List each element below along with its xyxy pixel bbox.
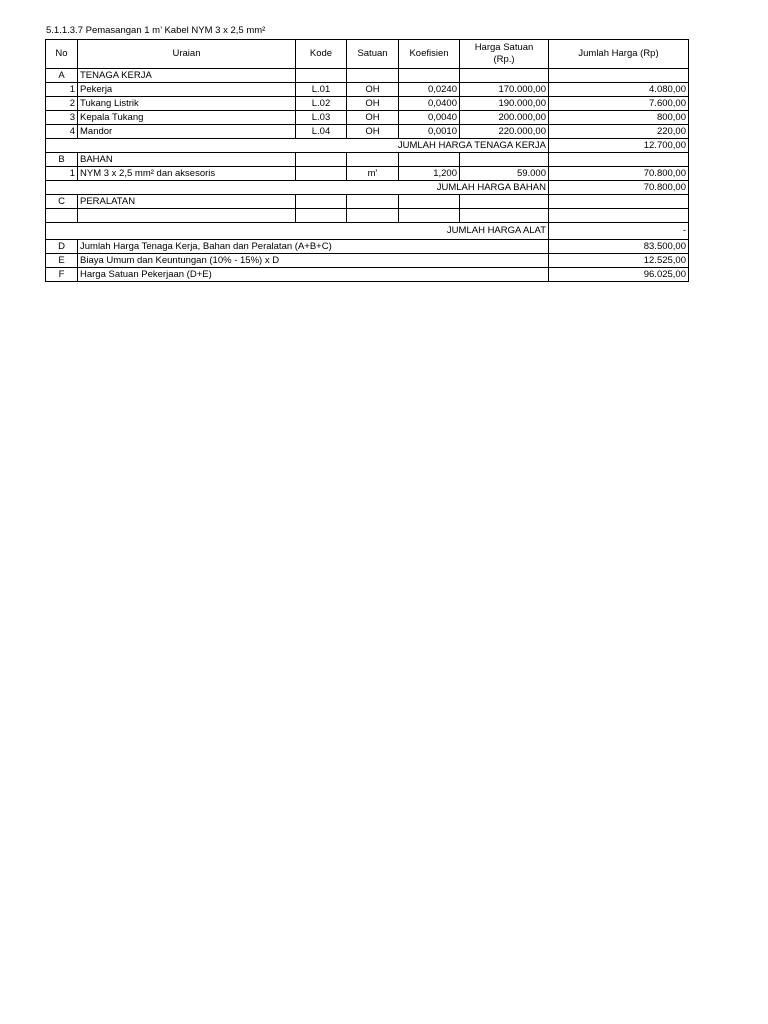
total-label: JUMLAH HARGA BAHAN: [46, 181, 549, 195]
page-title: 5.1.1.3.7 Pemasangan 1 m’ Kabel NYM 3 x 2,5 mm²: [46, 25, 266, 36]
empty-cell: [296, 69, 347, 83]
table-row: [46, 125, 689, 139]
empty-cell: [549, 195, 689, 209]
empty-cell: [399, 195, 460, 209]
row-satuan: OH: [347, 83, 399, 97]
summary-code: D: [46, 240, 78, 254]
empty-cell: [399, 153, 460, 167]
empty-cell: [549, 209, 689, 223]
section-code: C: [46, 195, 78, 209]
summary-label: Biaya Umum dan Keuntungan (10% - 15%) x D: [78, 254, 549, 268]
row-uraian: NYM 3 x 2,5 mm² dan aksesoris: [78, 167, 296, 181]
empty-cell: [549, 153, 689, 167]
section-label: TENAGA KERJA: [78, 69, 296, 83]
row-satuan: OH: [347, 125, 399, 139]
section-code: A: [46, 69, 78, 83]
empty-cell: [549, 69, 689, 83]
row-kode: L.02: [296, 97, 347, 111]
row-jumlah: 800,00: [549, 111, 689, 125]
row-kode: L.04: [296, 125, 347, 139]
row-harga: 170.000,00: [460, 83, 549, 97]
row-no: 4: [46, 125, 78, 139]
empty-cell: [460, 153, 549, 167]
header-jumlah-harga: Jumlah Harga (Rp): [549, 40, 689, 69]
total-label: JUMLAH HARGA ALAT: [46, 223, 549, 240]
summary-row-e: [46, 254, 689, 268]
row-no: 2: [46, 97, 78, 111]
section-a-total-row: [46, 139, 689, 153]
table-row: [46, 167, 689, 181]
row-koefisien: 0,0240: [399, 83, 460, 97]
empty-cell: [46, 209, 78, 223]
row-kode: L.03: [296, 111, 347, 125]
empty-cell: [78, 209, 296, 223]
row-koefisien: 0,0040: [399, 111, 460, 125]
row-koefisien: 0,0010: [399, 125, 460, 139]
empty-cell: [347, 195, 399, 209]
row-uraian: Mandor: [78, 125, 296, 139]
section-code: B: [46, 153, 78, 167]
row-harga: 200.000,00: [460, 111, 549, 125]
table-row: [46, 209, 689, 223]
section-b-total-row: [46, 181, 689, 195]
row-jumlah: 7.600,00: [549, 97, 689, 111]
empty-cell: [399, 209, 460, 223]
summary-row-f: [46, 268, 689, 282]
row-harga: 59.000: [460, 167, 549, 181]
row-koefisien: 0,0400: [399, 97, 460, 111]
summary-code: F: [46, 268, 78, 282]
total-value: 70.800,00: [549, 181, 689, 195]
header-satuan: Satuan: [347, 40, 399, 69]
total-value: -: [549, 223, 689, 240]
row-satuan: OH: [347, 97, 399, 111]
section-c-heading: [46, 195, 689, 209]
section-c-total-row: [46, 223, 689, 240]
header-uraian: Uraian: [78, 40, 296, 69]
row-satuan: OH: [347, 111, 399, 125]
header-row: [46, 40, 689, 69]
row-harga: 220.000,00: [460, 125, 549, 139]
empty-cell: [347, 209, 399, 223]
row-harga: 190.000,00: [460, 97, 549, 111]
row-jumlah: 220,00: [549, 125, 689, 139]
empty-cell: [460, 195, 549, 209]
header-harga-satuan-line1: Harga Satuan: [474, 42, 534, 53]
empty-cell: [460, 209, 549, 223]
summary-value: 83.500,00: [549, 240, 689, 254]
header-no: No: [46, 40, 78, 69]
row-jumlah: 4.080,00: [549, 83, 689, 97]
cost-analysis-table: [45, 39, 689, 282]
row-satuan: m': [347, 167, 399, 181]
row-uraian: Kepala Tukang: [78, 111, 296, 125]
row-koefisien: 1,200: [399, 167, 460, 181]
section-label: BAHAN: [78, 153, 296, 167]
table-row: [46, 97, 689, 111]
row-uraian: Tukang Listrik: [78, 97, 296, 111]
empty-cell: [399, 69, 460, 83]
section-label: PERALATAN: [78, 195, 296, 209]
header-harga-satuan: [460, 40, 549, 69]
summary-value: 12.525,00: [549, 254, 689, 268]
total-label: JUMLAH HARGA TENAGA KERJA: [46, 139, 549, 153]
summary-label: Harga Satuan Pekerjaan (D+E): [78, 268, 549, 282]
empty-cell: [347, 69, 399, 83]
empty-cell: [460, 69, 549, 83]
summary-label: Jumlah Harga Tenaga Kerja, Bahan dan Peralatan (A+B+C): [78, 240, 549, 254]
header-kode: Kode: [296, 40, 347, 69]
empty-cell: [296, 195, 347, 209]
row-no: 1: [46, 83, 78, 97]
section-b-heading: [46, 153, 689, 167]
row-no: 3: [46, 111, 78, 125]
table-row: [46, 111, 689, 125]
row-kode: [296, 167, 347, 181]
total-value: 12.700,00: [549, 139, 689, 153]
section-a-heading: [46, 69, 689, 83]
row-jumlah: 70.800,00: [549, 167, 689, 181]
header-koefisien: Koefisien: [399, 40, 460, 69]
summary-code: E: [46, 254, 78, 268]
header-harga-satuan-line2: (Rp.): [493, 54, 515, 65]
empty-cell: [347, 153, 399, 167]
table-row: [46, 83, 689, 97]
empty-cell: [296, 209, 347, 223]
summary-value: 96.025,00: [549, 268, 689, 282]
row-no: 1: [46, 167, 78, 181]
summary-row-d: [46, 240, 689, 254]
row-uraian: Pekerja: [78, 83, 296, 97]
empty-cell: [296, 153, 347, 167]
row-kode: L.01: [296, 83, 347, 97]
